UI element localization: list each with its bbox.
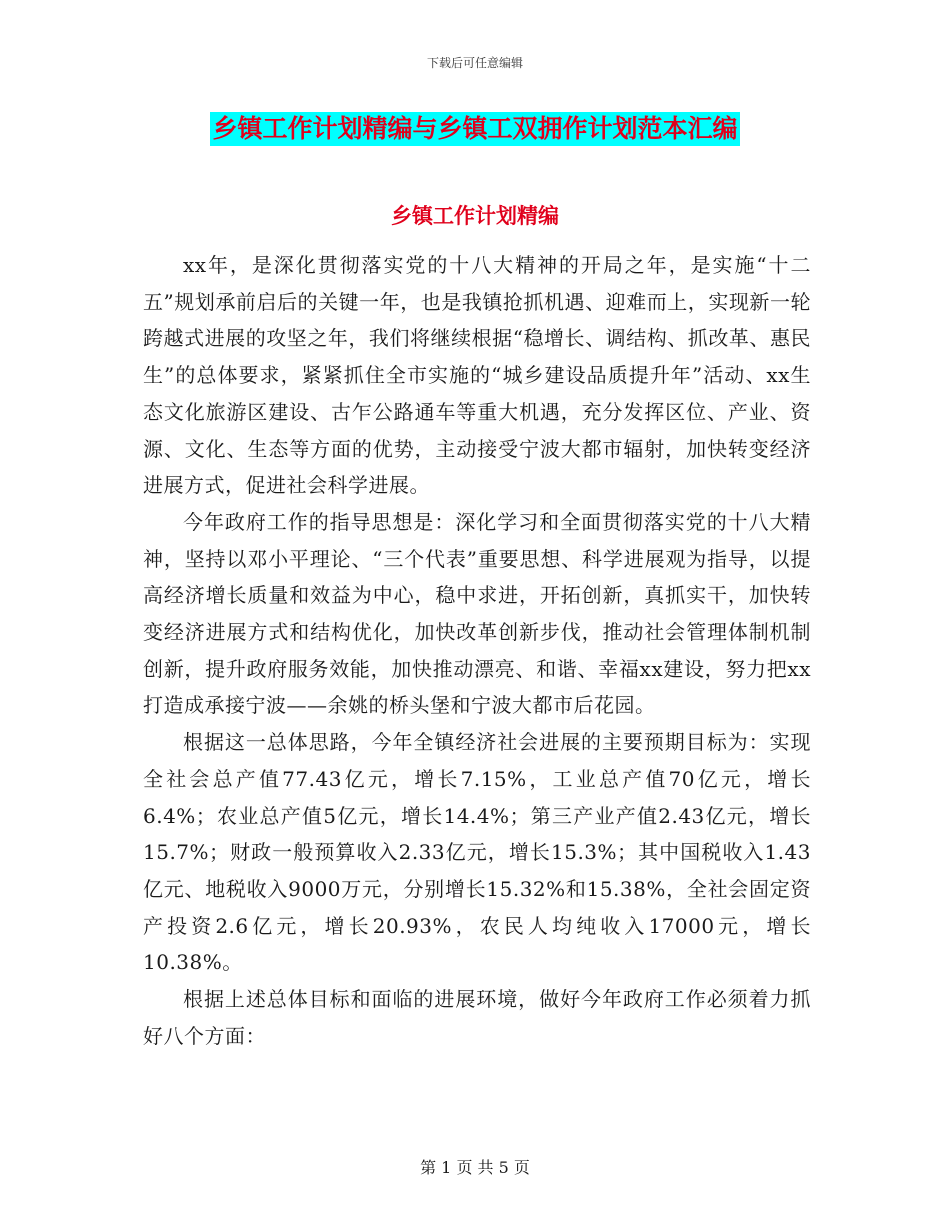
paragraph-2: 今年政府工作的指导思想是：深化学习和全面贯彻落实党的十八大精神，坚持以邓小平理论、“三个代表”重要思想、科学进展观为指导，以提高经济增长质量和效益为中心，稳中求进，开拓创新，真抓实干，加快转变经济进展方式和结构优化，加快改革创新步伐，推动社会管理体制机制创新，提升政府服务效能，加快推动漂亮、和谐、幸福xx建设，努力把xx打造成承接宁波——余姚的桥头堡和宁波大都市后花园。 [143,509,811,718]
section-title: 乡镇工作计划精编 [391,204,559,228]
paragraph-4: 根据上述总体目标和面临的进展环境，做好今年政府工作必须着力抓好八个方面： [143,987,811,1048]
header-note: 下载后可任意编辑 [426,56,523,70]
paragraph-3: 根据这一总体思路，今年全镇经济社会进展的主要预期目标为：实现全社会总产值77.43亿元，增长7.15%，工业总产值70亿元，增长6.4%；农业总产值5亿元，增长14.4%；第三产业产值2.43亿元，增长15.7%；财政一般预算收入2.33亿元，增长15.3%；其中国税收入1.43亿元、地税收入9000万元，分别增长15.32%和15.38%，全社会固定资产投资2.6亿元，增长20.93%，农民人均纯收入17000元，增长10.38%。 [143,730,811,975]
paragraph-1: xx年，是深化贯彻落实党的十八大精神的开局之年，是实施“十二五”规划承前启后的关键一年，也是我镇抢抓机遇、迎难而上，实现新一轮跨越式进展的攻坚之年，我们将继续根据“稳增长、调结构、抓改革、惠民生”的总体要求，紧紧抓住全市实施的“城乡建设品质提升年”活动、xx生态文化旅游区建设、古乍公路通车等重大机遇，充分发挥区位、产业、资源、文化、生态等方面的优势，主动接受宁波大都市辐射，加快转变经济进展方式，促进社会科学进展。 [143,253,811,498]
document-title-wrap [0,112,950,146]
document-title: 乡镇工作计划精编与乡镇工双拥作计划范本汇编 [210,112,739,146]
page-footer: 第 1 页 共 5 页 [420,1158,530,1177]
document-body [143,247,811,1054]
